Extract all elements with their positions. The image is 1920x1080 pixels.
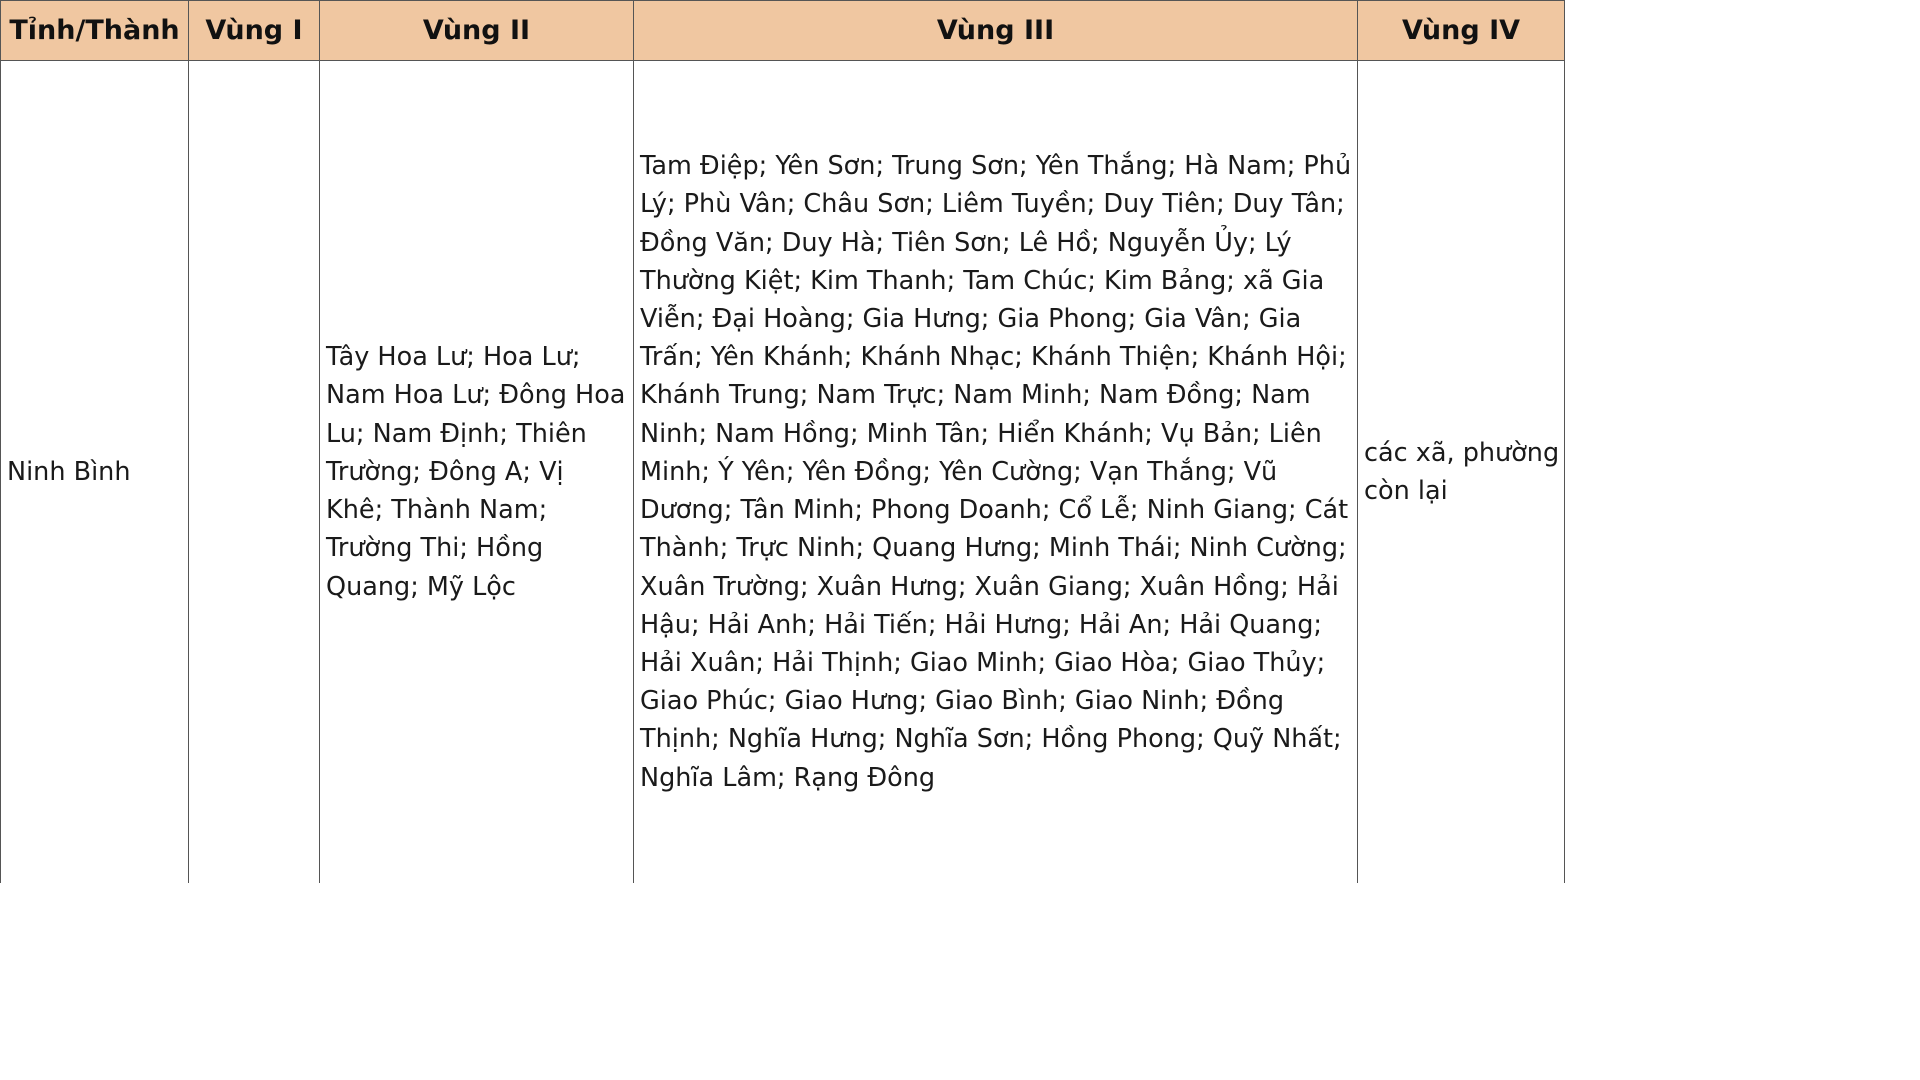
- table-header-row: [1, 1, 1565, 61]
- header-vung-3: Vùng III: [634, 1, 1358, 61]
- cell-vung-3: Tam Điệp; Yên Sơn; Trung Sơn; Yên Thắng; Hà Nam; Phủ Lý; Phù Vân; Châu Sơn; Liêm Tuyền; Duy Tiên; Duy Tân; Đồng Văn; Duy Hà; Tiên Sơn; Lê Hồ; Nguyễn Ủy; Lý Thường Kiệt; Kim Thanh; Tam Chúc; Kim Bảng; xã Gia Viễn; Đại Hoàng; Gia Hưng; Gia Phong; Gia Vân; Gia Trấn; Yên Khánh; Khánh Nhạc; Khánh Thiện; Khánh Hội; Khánh Trung; Nam Trực; Nam Minh; Nam Đồng; Nam Ninh; Nam Hồng; Minh Tân; Hiển Khánh; Vụ Bản; Liên Minh; Ý Yên; Yên Đồng; Yên Cường; Vạn Thắng; Vũ Dương; Tân Minh; Phong Doanh; Cổ Lễ; Ninh Giang; Cát Thành; Trực Ninh; Quang Hưng; Minh Thái; Ninh Cường; Xuân Trường; Xuân Hưng; Xuân Giang; Xuân Hồng; Hải Hậu; Hải Anh; Hải Tiến; Hải Hưng; Hải An; Hải Quang; Hải Xuân; Hải Thịnh; Giao Minh; Giao Hòa; Giao Thủy; Giao Phúc; Giao Hưng; Giao Bình; Giao Ninh; Đồng Thịnh; Nghĩa Hưng; Nghĩa Sơn; Hồng Phong; Quỹ Nhất; Nghĩa Lâm; Rạng Đông: [634, 61, 1358, 884]
- cell-vung-4: các xã, phường còn lại: [1358, 61, 1565, 884]
- cell-vung-1: [189, 61, 320, 884]
- cell-vung-2: Tây Hoa Lư; Hoa Lư; Nam Hoa Lư; Đông Hoa Lu; Nam Định; Thiên Trường; Đông A; Vị Khê; Thành Nam; Trường Thi; Hồng Quang; Mỹ Lộc: [320, 61, 634, 884]
- header-tinh-thanh: Tỉnh/Thành: [1, 1, 189, 61]
- table-row: [1, 61, 1565, 884]
- header-vung-4: Vùng IV: [1358, 1, 1565, 61]
- header-vung-1: Vùng I: [189, 1, 320, 61]
- header-vung-2: Vùng II: [320, 1, 634, 61]
- cell-tinh-thanh: Ninh Bình: [1, 61, 189, 884]
